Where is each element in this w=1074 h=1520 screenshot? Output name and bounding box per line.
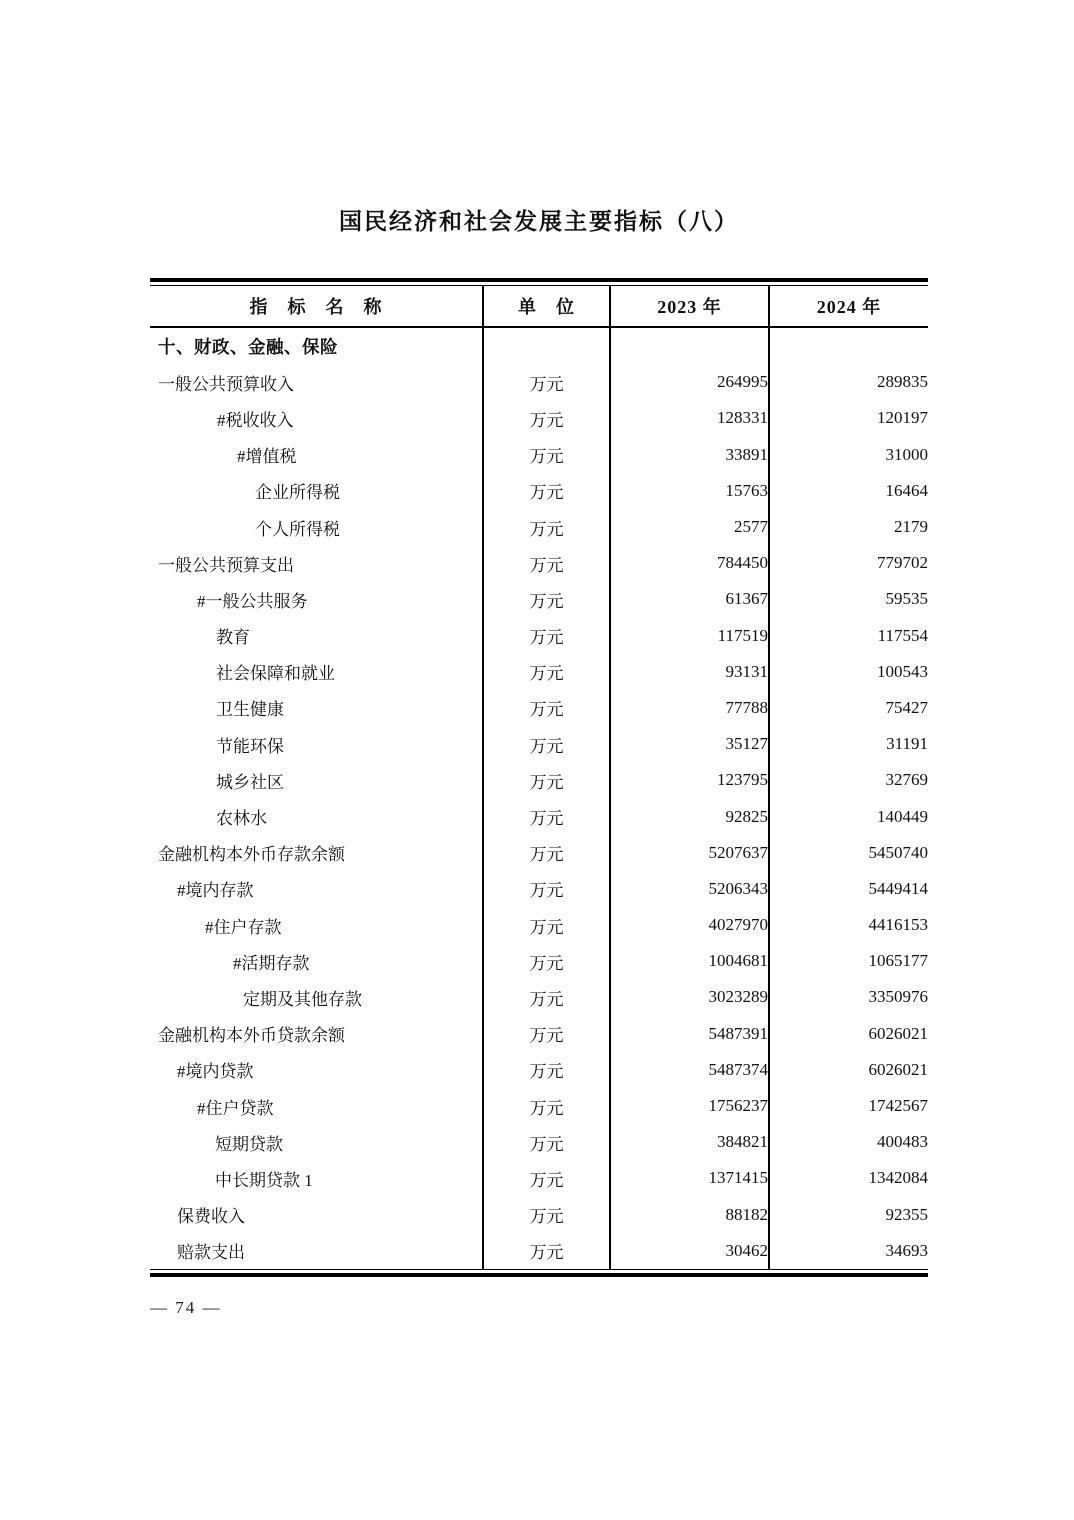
table-row [150, 654, 928, 690]
unit-cell: 万元 [483, 1016, 610, 1052]
value-2024-cell: 2179 [769, 509, 928, 545]
value-2024-cell: 100543 [769, 654, 928, 690]
value-2024-cell: 400483 [769, 1124, 928, 1160]
indicator-name-cell: 定期及其他存款 [243, 989, 362, 1009]
value-2023-cell: 93131 [610, 654, 769, 690]
indicator-name-cell: 赔款支出 [177, 1243, 245, 1263]
table-top-rule [150, 278, 928, 286]
table-row [150, 581, 928, 617]
stat-table [150, 286, 928, 1269]
indicators-table [150, 278, 928, 1277]
indicator-name-cell: 教育 [216, 628, 250, 648]
value-2024-cell: 31191 [769, 726, 928, 762]
table-row [150, 871, 928, 907]
value-2024-cell: 6026021 [769, 1016, 928, 1052]
unit-cell: 万元 [483, 1124, 610, 1160]
unit-cell: 万元 [483, 509, 610, 545]
value-2024-cell: 4416153 [769, 907, 928, 943]
unit-cell: 万元 [483, 907, 610, 943]
value-2024-cell [769, 327, 928, 364]
indicator-name-cell: 卫生健康 [216, 700, 284, 720]
unit-cell: 万元 [483, 400, 610, 436]
value-2024-cell: 117554 [769, 618, 928, 654]
value-2023-cell: 128331 [610, 400, 769, 436]
unit-cell: 万元 [483, 1088, 610, 1124]
value-2023-cell: 264995 [610, 364, 769, 400]
unit-cell: 万元 [483, 1160, 610, 1196]
value-2023-cell: 117519 [610, 618, 769, 654]
unit-cell [483, 327, 610, 364]
table-row [150, 509, 928, 545]
unit-cell: 万元 [483, 581, 610, 617]
indicator-name-cell: #一般公共服务 [197, 591, 308, 611]
value-2023-cell: 35127 [610, 726, 769, 762]
value-2023-cell: 33891 [610, 437, 769, 473]
value-2024-cell: 5449414 [769, 871, 928, 907]
table-row [150, 1088, 928, 1124]
unit-cell: 万元 [483, 1052, 610, 1088]
value-2023-cell: 92825 [610, 798, 769, 834]
value-2024-cell: 5450740 [769, 835, 928, 871]
table-bottom-rule [150, 1269, 928, 1277]
unit-cell: 万元 [483, 473, 610, 509]
table-row [150, 545, 928, 581]
unit-cell: 万元 [483, 654, 610, 690]
unit-cell: 万元 [483, 798, 610, 834]
unit-cell: 万元 [483, 437, 610, 473]
unit-cell: 万元 [483, 618, 610, 654]
table-row [150, 327, 928, 364]
indicator-name-cell: #住户存款 [205, 917, 282, 937]
table-row [150, 618, 928, 654]
table-row [150, 798, 928, 834]
table-row [150, 1124, 928, 1160]
indicator-name-cell: 农林水 [216, 809, 267, 829]
unit-cell: 万元 [483, 545, 610, 581]
unit-cell: 万元 [483, 1233, 610, 1269]
unit-cell: 万元 [483, 979, 610, 1015]
value-2024-cell: 140449 [769, 798, 928, 834]
value-2024-cell: 75427 [769, 690, 928, 726]
table-row [150, 726, 928, 762]
value-2023-cell: 3023289 [610, 979, 769, 1015]
unit-cell: 万元 [483, 943, 610, 979]
unit-cell: 万元 [483, 871, 610, 907]
table-row [150, 1160, 928, 1196]
indicator-name-cell: #境内存款 [177, 881, 254, 901]
indicator-name-cell: #住户贷款 [197, 1098, 274, 1118]
value-2024-cell: 32769 [769, 762, 928, 798]
indicator-name-cell: 企业所得税 [255, 483, 340, 503]
unit-cell: 万元 [483, 1197, 610, 1233]
table-row [150, 1197, 928, 1233]
table-header-row [150, 286, 928, 327]
value-2023-cell: 2577 [610, 509, 769, 545]
unit-cell: 万元 [483, 762, 610, 798]
table-row [150, 762, 928, 798]
value-2023-cell: 5487391 [610, 1016, 769, 1052]
indicator-name-cell: 金融机构本外币存款余额 [158, 845, 345, 865]
indicator-name-cell: 节能环保 [216, 736, 284, 756]
value-2024-cell: 779702 [769, 545, 928, 581]
value-2023-cell: 4027970 [610, 907, 769, 943]
table-row [150, 1052, 928, 1088]
table-row [150, 907, 928, 943]
value-2024-cell: 1342084 [769, 1160, 928, 1196]
value-2023-cell: 77788 [610, 690, 769, 726]
table-row [150, 690, 928, 726]
value-2024-cell: 34693 [769, 1233, 928, 1269]
value-2023-cell: 1756237 [610, 1088, 769, 1124]
value-2023-cell: 5487374 [610, 1052, 769, 1088]
table-row [150, 979, 928, 1015]
header-year-2023: 2023 年 [610, 286, 769, 327]
value-2024-cell: 3350976 [769, 979, 928, 1015]
value-2023-cell: 5207637 [610, 835, 769, 871]
indicator-name-cell: 保费收入 [177, 1207, 245, 1227]
indicator-name-cell: 十、财政、金融、保险 [158, 336, 338, 357]
indicator-name-cell: #税收收入 [217, 410, 294, 430]
value-2024-cell: 120197 [769, 400, 928, 436]
value-2023-cell: 30462 [610, 1233, 769, 1269]
indicator-name-cell: 一般公共预算支出 [158, 555, 294, 575]
value-2023-cell: 123795 [610, 762, 769, 798]
indicator-name-cell: #活期存款 [233, 953, 310, 973]
header-unit: 单 位 [483, 286, 610, 327]
table-row [150, 943, 928, 979]
header-indicator-name: 指 标 名 称 [150, 286, 483, 327]
value-2024-cell: 59535 [769, 581, 928, 617]
value-2024-cell: 289835 [769, 364, 928, 400]
page-title: 国民经济和社会发展主要指标（八） [339, 209, 739, 234]
table-row [150, 1016, 928, 1052]
unit-cell: 万元 [483, 690, 610, 726]
value-2023-cell: 5206343 [610, 871, 769, 907]
unit-cell: 万元 [483, 835, 610, 871]
value-2023-cell: 15763 [610, 473, 769, 509]
table-row [150, 473, 928, 509]
header-year-2024: 2024 年 [769, 286, 928, 327]
value-2024-cell: 16464 [769, 473, 928, 509]
value-2023-cell: 88182 [610, 1197, 769, 1233]
indicator-name-cell: 一般公共预算收入 [158, 374, 294, 394]
indicator-name-cell: 个人所得税 [255, 519, 340, 539]
indicator-name-cell: #增值税 [237, 447, 297, 467]
table-row [150, 364, 928, 400]
value-2023-cell: 61367 [610, 581, 769, 617]
indicator-name-cell: 社会保障和就业 [216, 664, 335, 684]
indicator-name-cell: 中长期贷款 1 [215, 1170, 313, 1190]
value-2023-cell: 784450 [610, 545, 769, 581]
value-2023-cell [610, 327, 769, 364]
value-2024-cell: 1065177 [769, 943, 928, 979]
page-number: — 74 — [150, 1298, 222, 1317]
unit-cell: 万元 [483, 364, 610, 400]
indicator-name-cell: 城乡社区 [216, 772, 284, 792]
value-2023-cell: 1004681 [610, 943, 769, 979]
unit-cell: 万元 [483, 726, 610, 762]
value-2024-cell: 6026021 [769, 1052, 928, 1088]
value-2023-cell: 1371415 [610, 1160, 769, 1196]
table-row [150, 400, 928, 436]
indicator-name-cell: 短期贷款 [215, 1134, 283, 1154]
table-row [150, 1233, 928, 1269]
value-2024-cell: 1742567 [769, 1088, 928, 1124]
value-2024-cell: 92355 [769, 1197, 928, 1233]
table-row [150, 437, 928, 473]
table-body [150, 327, 928, 1269]
indicator-name-cell: 金融机构本外币贷款余额 [158, 1026, 345, 1046]
value-2023-cell: 384821 [610, 1124, 769, 1160]
indicator-name-cell: #境内贷款 [177, 1062, 254, 1082]
table-row [150, 835, 928, 871]
value-2024-cell: 31000 [769, 437, 928, 473]
